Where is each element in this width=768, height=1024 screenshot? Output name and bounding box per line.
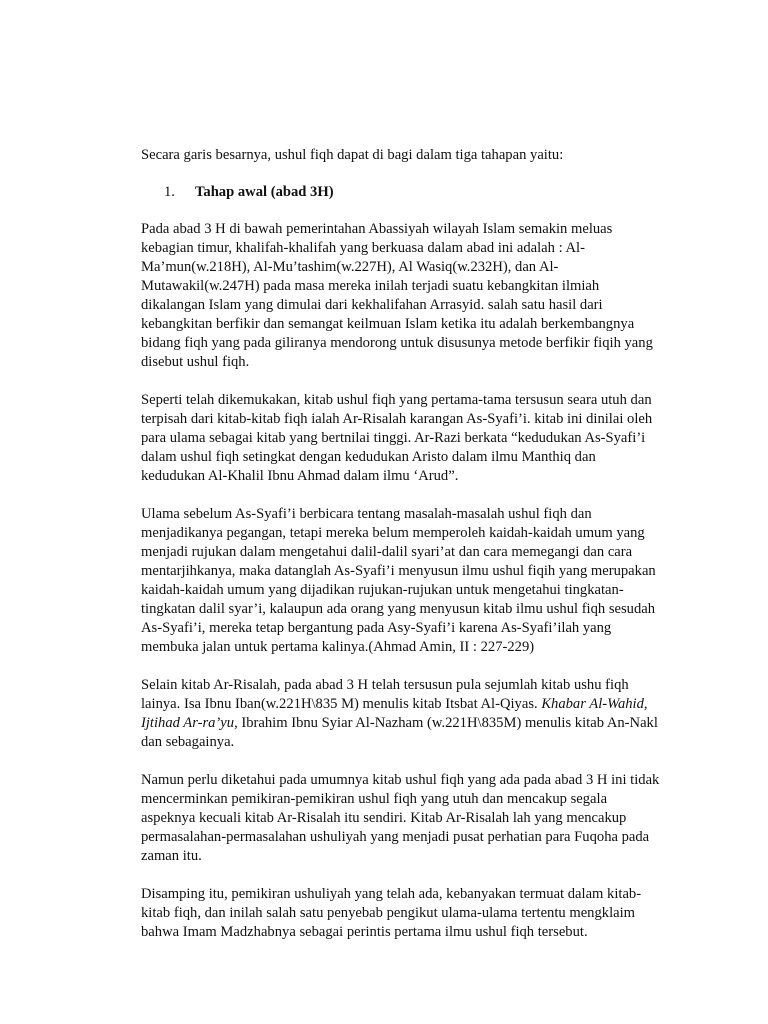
intro-sentence: Secara garis besarnya, ushul fiqh dapat di bagi dalam tiga tahapan yaitu: xyxy=(141,147,564,163)
heading-number: 1. xyxy=(164,184,175,200)
paragraph-4-text-start: Selain kitab Ar-Risalah, pada abad 3 H telah tersusun pula sejumlah kitab ushu fiqh lainya. Isa Ibnu Iban(w.221H\835 M) menulis kitab Itsbat Al-Qiyas. xyxy=(141,677,629,712)
paragraph-5: Namun perlu diketahui pada umumnya kitab ushul fiqh yang ada pada abad 3 H ini tidak mencerminkan pemikiran-pemikiran ushul fiqh yang utuh dan mencakup segala aspeknya kecuali kitab Ar-Risalah itu sendiri. Kitab Ar-Risalah lah yang mencakup permasalahan-permasalahan ushuliyah yang menjadi pusat perhatian para Fuqoha pada zaman itu. xyxy=(141,772,660,864)
section-heading xyxy=(141,183,661,202)
paragraph-4-text-end: , Ibrahim Ibnu Syiar Al-Nazham (w.221H\835M) menulis kitab An-Nakl dan sebagainya. xyxy=(141,715,658,750)
document-body xyxy=(141,146,661,942)
paragraph-4 xyxy=(141,676,661,752)
paragraph-1: Pada abad 3 H di bawah pemerintahan Abassiyah wilayah Islam semakin meluas kebagian timur, khalifah-khalifah yang berkuasa dalam abad ini adalah : Al-Ma’mun(w.218H), Al-Mu’tashim(w.227H), Al Wasiq(w.232H), dan Al-Mutawakil(w.247H) pada masa mereka inilah terjadi suatu kebangkitan ilmiah dikalangan Islam yang dimulai dari kekhalifahan Arrasyid. salah satu hasil dari kebangkitan berfikir dan semangat keilmuan Islam ketika itu adalah berkembangnya bidang fiqh yang pada giliranya mendorong untuk disusunya metode berfikir fiqih yang disebut ushul fiqh. xyxy=(141,221,653,370)
paragraph-6: Disamping itu, pemikiran ushuliyah yang telah ada, kebanyakan termuat dalam kitab-kitab fiqh, dan inilah salah satu penyebab pengikut ulama-ulama tertentu mengklaim bahwa Imam Madzhabnya sebagai perintis pertama ilmu ushul fiqh tersebut. xyxy=(141,886,642,940)
paragraph-2: Seperti telah dikemukakan, kitab ushul fiqh yang pertama-tama tersusun seara utuh dan terpisah dari kitab-kitab fiqh ialah Ar-Risalah karangan As-Syafi’i. kitab ini dinilai oleh para ulama sebagai kitab yang bertnilai tinggi. Ar-Razi berkata “kedudukan As-Syafi’i dalam ushul fiqh setingkat dengan kedudukan Aristo dalam ilmu Manthiq dan kedudukan Al-Khalil Ibnu Ahmad dalam ilmu ‘Arud”. xyxy=(141,392,653,484)
heading-label: Tahap awal (abad 3H) xyxy=(195,184,334,200)
paragraph-3: Ulama sebelum As-Syafi’i berbicara tentang masalah-masalah ushul fiqh dan menjadikanya pegangan, tetapi mereka belum memperoleh kaidah-kaidah umum yang menjadi rujukan dalam mengetahui dalil-dalil syari’at dan cara memegangi dan cara mentarjihkanya, maka datanglah As-Syafi’i menyusun ilmu ushul fiqih yang merupakan kaidah-kaidah umum yang dijadikan rujukan-rujukan untuk mengetahui tingkatan-tingkatan dalil syar’i, kalaupun ada orang yang menyusun kitab ilmu ushul fiqh sesudah As-Syafi’i, mereka tetap bergantung pada Asy-Syafi’i karena As-Syafi’ilah yang membuka jalan untuk pertama kalinya.(Ahmad Amin, II : 227-229) xyxy=(141,506,656,655)
paragraph-4-italic-titles: Khabar Al-Wahid, Ijtihad Ar-ra’yu xyxy=(141,696,648,731)
